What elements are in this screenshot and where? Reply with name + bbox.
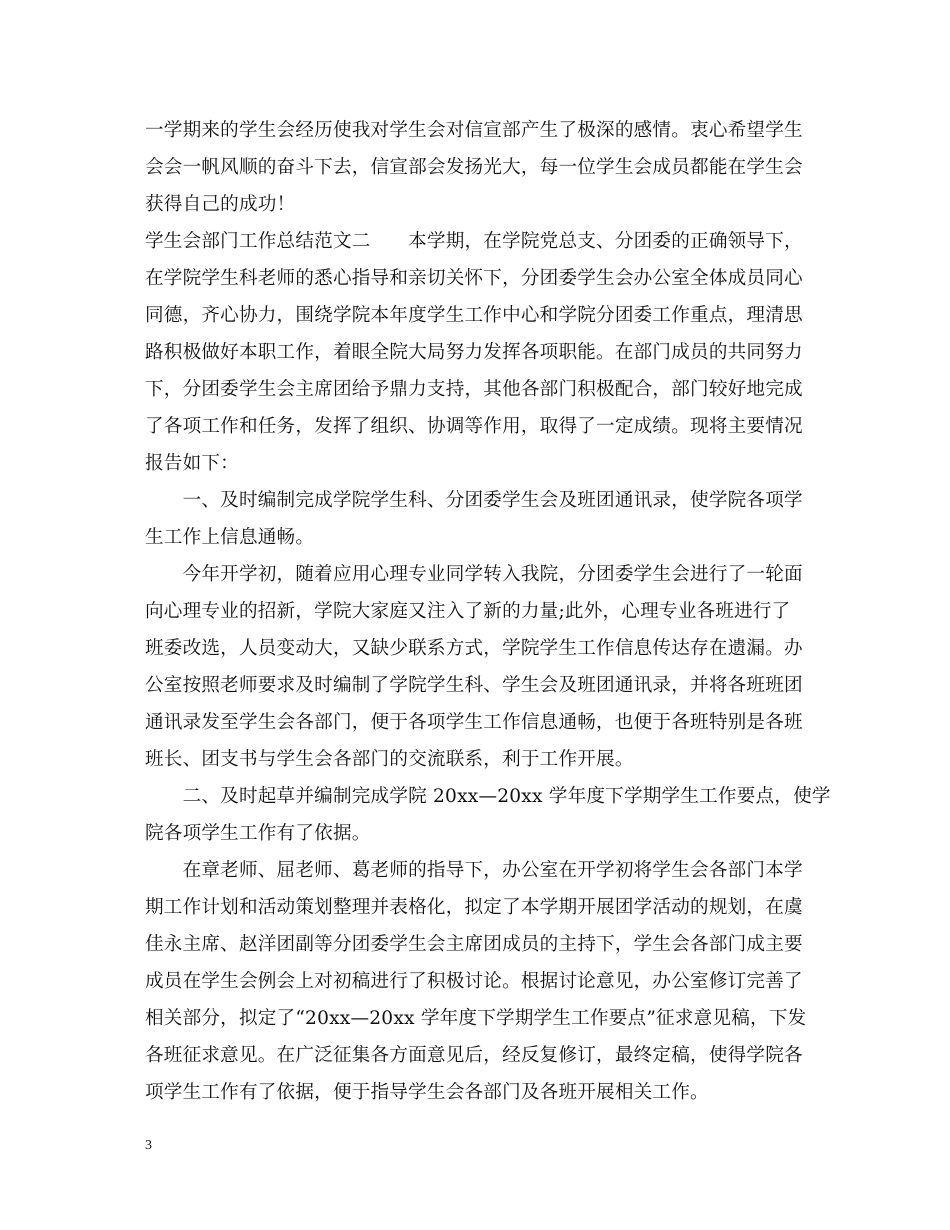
text-line: 下，分团委学生会主席团给予鼎力支持，其他各部门积极配合，部门较好地完成 (145, 379, 803, 400)
text-line: 了各项工作和任务，发挥了组织、协调等作用，取得了一定成绩。现将主要情况 (145, 416, 803, 437)
text-line: 院各项学生工作有了依据。 (145, 823, 371, 844)
text-line: 成员在学生会例会上对初稿进行了积极讨论。根据讨论意见，办公室修订完善了 (145, 971, 803, 992)
page-number: 3 (145, 1138, 152, 1153)
text-line: 相关部分，拟定了“20xx—20xx 学年度下学期学生工作要点”征求意见稿，下发 (145, 1008, 807, 1029)
text-line: 通讯录发至学生会各部门，便于各项学生工作信息通畅，也便于各班特别是各班 (145, 712, 803, 733)
text-line: 佳永主席、赵洋团副等分团委学生会主席团成员的主持下，学生会各部门成主要 (145, 934, 803, 955)
text-line: 公室按照老师要求及时编制了学院学生科、学生会及班团通讯录，并将各班班团 (145, 675, 803, 696)
text-line: 一学期来的学生会经历使我对学生会对信宣部产生了极深的感情。衷心希望学生 (145, 120, 803, 141)
text-line: 项学生工作有了依据，便于指导学生会各部门及各班开展相关工作。 (145, 1082, 709, 1103)
text-line: 二、及时起草并编制完成学院 20xx—20xx 学年度下学期学生工作要点，使学 (145, 786, 831, 807)
text-line: 报告如下： (145, 453, 239, 474)
text-line: 各班征求意见。在广泛征集各方面意见后，经反复修订，最终定稿，使得学院各 (145, 1045, 803, 1066)
text-line: 一、及时编制完成学院学生科、分团委学生会及班团通讯录，使学院各项学 (145, 490, 803, 511)
text-line: 班委改选，人员变动大，又缺少联系方式，学院学生工作信息传达存在遗漏。办 (145, 638, 803, 659)
text-line: 学生会部门工作总结范文二 本学期，在学院党总支、分团委的正确领导下， (145, 231, 803, 252)
text-line: 会会一帆风顺的奋斗下去，信宣部会发扬光大，每一位学生会成员都能在学生会 (145, 157, 803, 178)
text-line: 期工作计划和活动策划整理并表格化，拟定了本学期开展团学活动的规划，在虞 (145, 897, 803, 918)
text-line: 在学院学生科老师的悉心指导和亲切关怀下，分团委学生会办公室全体成员同心 (145, 268, 803, 289)
text-line: 班长、团支书与学生会各部门的交流联系，利于工作开展。 (145, 749, 634, 770)
text-line: 路积极做好本职工作，着眼全院大局努力发挥各项职能。在部门成员的共同努力 (145, 342, 803, 363)
text-line: 同德，齐心协力，围绕学院本年度学生工作中心和学院分团委工作重点，理清思 (145, 305, 803, 326)
text-line: 生工作上信息通畅。 (145, 527, 315, 548)
text-line: 今年开学初，随着应用心理专业同学转入我院，分团委学生会进行了一轮面 (145, 564, 803, 585)
text-line: 在章老师、屈老师、葛老师的指导下，办公室在开学初将学生会各部门本学 (145, 860, 803, 881)
text-line: 获得自己的成功！ (145, 194, 296, 215)
text-line: 向心理专业的招新，学院大家庭又注入了新的力量;此外，心理专业各班进行了 (145, 601, 791, 622)
